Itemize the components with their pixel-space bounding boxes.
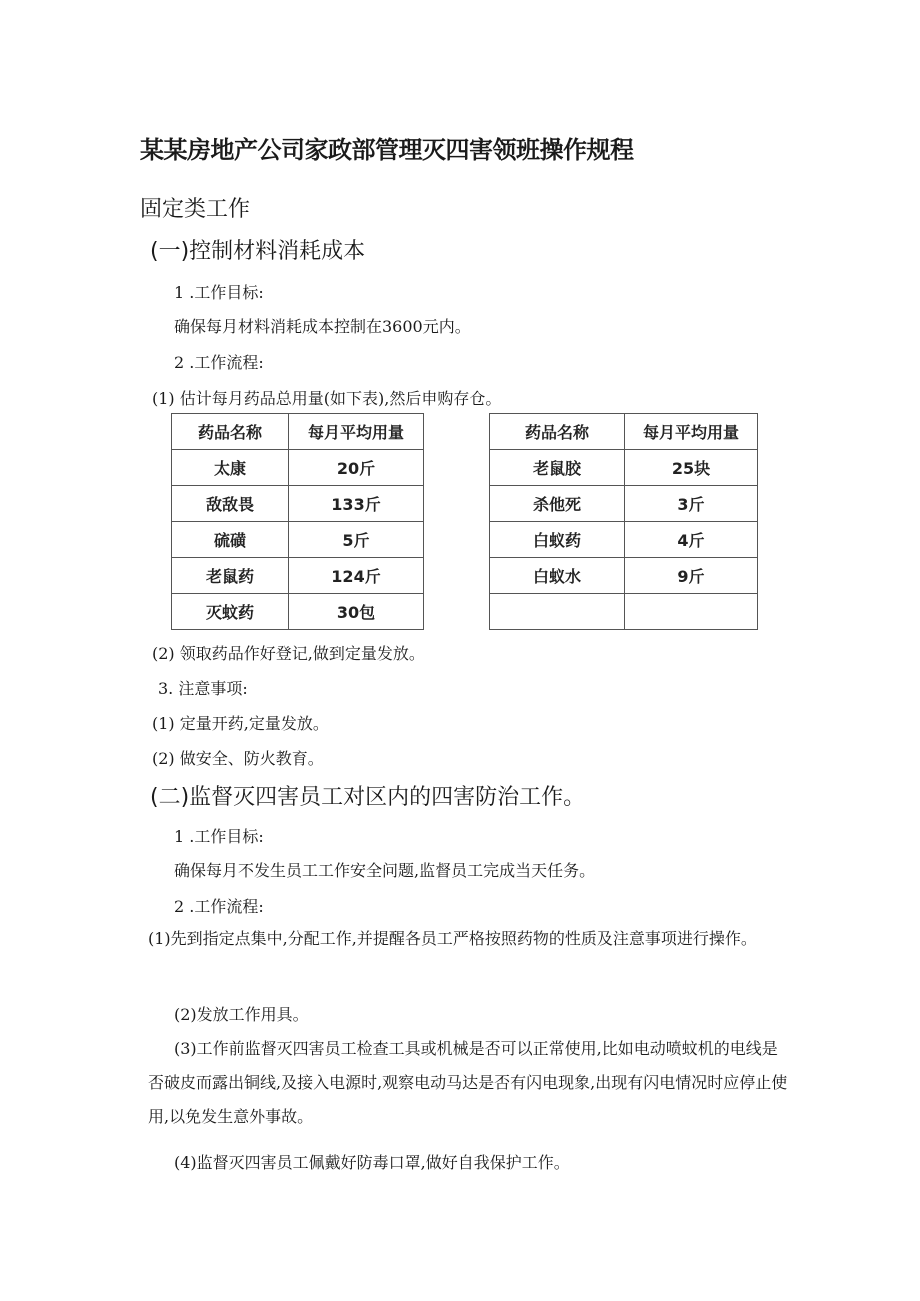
drug-name [490,594,625,630]
drug-qty: 9斤 [625,558,758,594]
part2-step3: (3)工作前监督灭四害员工检查工具或机械是否可以正常使用,比如电动喷蚊机的电线是否破皮而露出铜线,及接入电源时,观察电动马达是否有闪电现象,出现有闪电情况时应停止使用,以免发生意外事故。 [148,1039,788,1126]
drug-table-right [489,413,758,630]
part1-goal-label: 1 .工作目标: [174,283,264,302]
part1-step1: (1) 估计每月药品总用量(如下表),然后申购存仓。 [152,389,502,408]
part1-note1: (1) 定量开药,定量发放。 [152,714,329,733]
part1-note2: (2) 做安全、防火教育。 [152,749,324,768]
table-row [172,450,424,486]
table-row [172,486,424,522]
part2-step1: (1)先到指定点集中,分配工作,并提醒各员工严格按照药物的性质及注意事项进行操作。 [148,929,757,948]
drug-qty: 124斤 [289,558,424,594]
document-title: 某某房地产公司家政部管理灭四害领班操作规程 [140,136,634,164]
part2-goal-label: 1 .工作目标: [174,827,264,846]
table-row [172,558,424,594]
part1-step2: (2) 领取药品作好登记,做到定量发放。 [152,644,425,663]
table-header-name: 药品名称 [172,414,289,450]
table-header-name: 药品名称 [490,414,625,450]
drug-qty: 5斤 [289,522,424,558]
part2-process-label: 2 .工作流程: [174,897,264,916]
table-header-row [172,414,424,450]
drug-qty: 133斤 [289,486,424,522]
drug-name: 白蚁药 [490,522,625,558]
drug-qty [625,594,758,630]
drug-qty: 25块 [625,450,758,486]
table-header-qty: 每月平均用量 [625,414,758,450]
drug-qty: 4斤 [625,522,758,558]
drug-qty: 3斤 [625,486,758,522]
table-row [490,594,758,630]
table-row [490,558,758,594]
drug-qty: 30包 [289,594,424,630]
drug-name: 硫磺 [172,522,289,558]
drug-table-left [171,413,424,630]
table-row [490,522,758,558]
part1-heading: (一)控制材料消耗成本 [150,239,366,264]
drug-name: 杀他死 [490,486,625,522]
table-row [490,486,758,522]
part2-step4: (4)监督灭四害员工佩戴好防毒口罩,做好自我保护工作。 [174,1153,570,1172]
table-row [172,522,424,558]
drug-name: 太康 [172,450,289,486]
drug-qty: 20斤 [289,450,424,486]
table-header-row [490,414,758,450]
table-header-qty: 每月平均用量 [289,414,424,450]
table-row [172,594,424,630]
drug-name: 老鼠药 [172,558,289,594]
drug-name: 敌敌畏 [172,486,289,522]
drug-name: 白蚁水 [490,558,625,594]
part1-notes-label: 3. 注意事项: [158,679,248,698]
section-heading: 固定类工作 [140,197,251,222]
part2-heading: (二)监督灭四害员工对区内的四害防治工作。 [150,785,586,810]
part1-process-label: 2 .工作流程: [174,353,264,372]
part2-step2: (2)发放工作用具。 [174,1005,309,1024]
part1-goal-text: 确保每月材料消耗成本控制在3600元内。 [174,317,471,336]
table-row [490,450,758,486]
drug-name: 灭蚊药 [172,594,289,630]
part2-goal-text: 确保每月不发生员工工作安全问题,监督员工完成当天任务。 [174,861,596,880]
drug-name: 老鼠胶 [490,450,625,486]
